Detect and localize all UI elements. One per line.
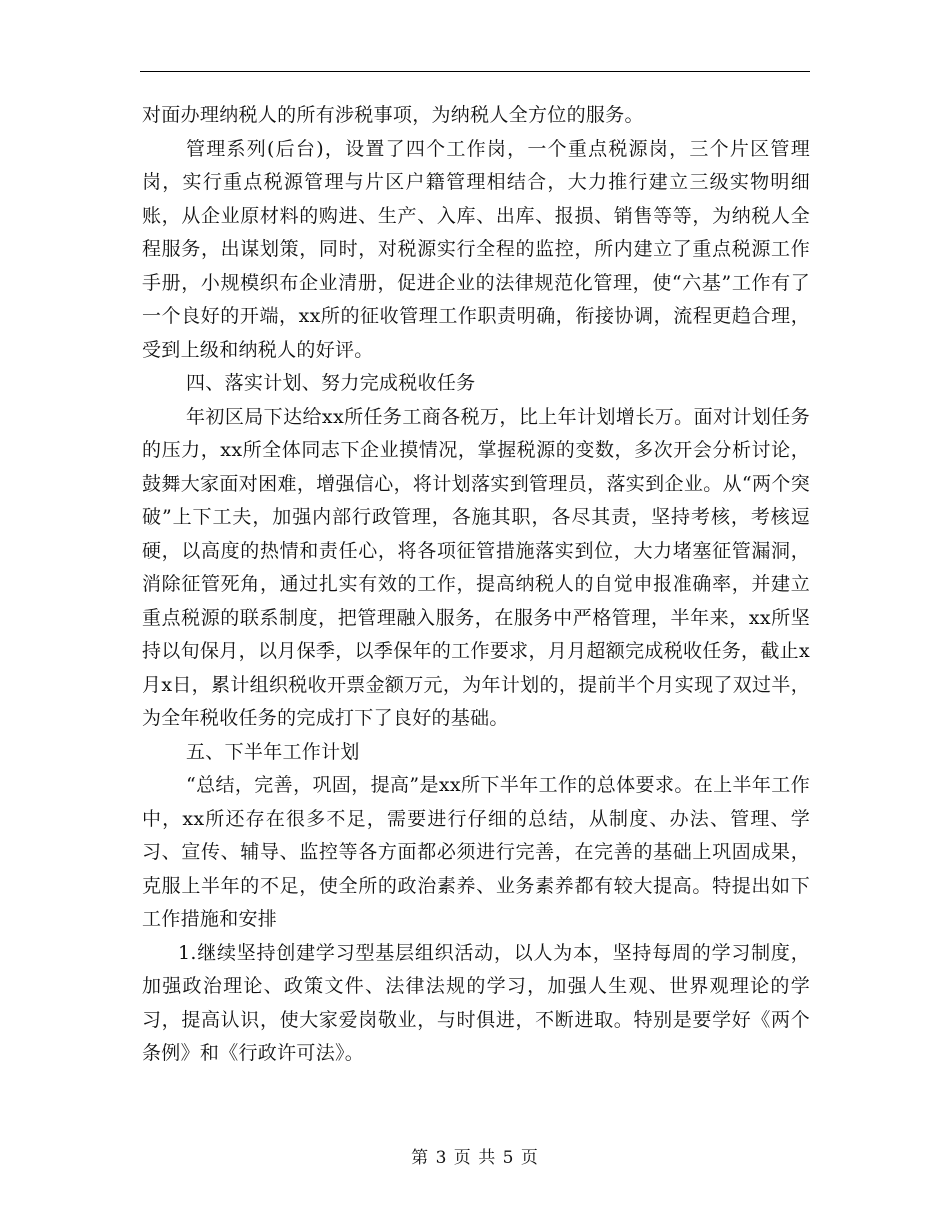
document-body [142, 99, 810, 1071]
paragraph-continuation: 对面办理纳税人的所有涉税事项，为纳税人全方位的服务。 [142, 104, 644, 126]
section-heading-4: 四、落实计划、努力完成税收任务 [186, 372, 476, 394]
page-footer: 第 3 页 共 5 页 [411, 1148, 539, 1168]
paragraph-item-1: 1.继续坚持创建学习型基层组织活动，以人为本，坚持每周的学习制度，加强政治理论、政策文件、法律法规的学习，加强人生观、世界观理论的学习，提高认识，使大家爱岗敬业，与时俱进，不断进取。特别是要学好《两个条例》和《行政许可法》。 [142, 941, 810, 1064]
paragraph-management-series: 管理系列(后台)，设置了四个工作岗，一个重点税源岗，三个片区管理岗，实行重点税源管理与片区户籍管理相结合，大力推行建立三级实物明细账，从企业原材料的购进、生产、入库、出库、报损、销售等等，为纳税人全程服务，出谋划策，同时，对税源实行全程的监控，所内建立了重点税源工作手册，小规模织布企业清册，促进企业的法律规范化管理，使“六基”工作有了一个良好的开端，xx所的征收管理工作职责明确，衔接协调，流程更趋合理，受到上级和纳税人的好评。 [142, 137, 810, 361]
header-rule [140, 71, 810, 72]
section-heading-5: 五、下半年工作计划 [186, 740, 360, 763]
paragraph-second-half-plan: “总结，完善，巩固，提高”是xx所下半年工作的总体要求。在上半年工作中，xx所还存在很多不足，需要进行仔细的总结，从制度、办法、管理、学习、宣传、辅导、监控等各方面都必须进行完善，在完善的基础上巩固成果，克服上半年的不足，使全所的政治素养、业务素养都有较大提高。特提出如下工作措施和安排 [142, 774, 810, 930]
paragraph-tax-task: 年初区局下达给xx所任务工商各税万，比上年计划增长万。面对计划任务的压力，xx所全体同志下企业摸情况，掌握税源的变数，多次开会分析讨论，鼓舞大家面对困难，增强信心，将计划落实到管理员，落实到企业。从“两个突破”上下工夫，加强内部行政管理，各施其职，各尽其责，坚持考核，考核逗硬，以高度的热情和责任心，将各项征管措施落实到位，大力堵塞征管漏洞，消除征管死角，通过扎实有效的工作，提高纳税人的自觉申报准确率，并建立重点税源的联系制度，把管理融入服务，在服务中严格管理，半年来，xx所坚持以旬保月，以月保季，以季保年的工作要求，月月超额完成税收任务，截止x月x日，累计组织税收开票金额万元，为年计划的，提前半个月实现了双过半，为全年税收任务的完成打下了良好的基础。 [142, 405, 810, 729]
